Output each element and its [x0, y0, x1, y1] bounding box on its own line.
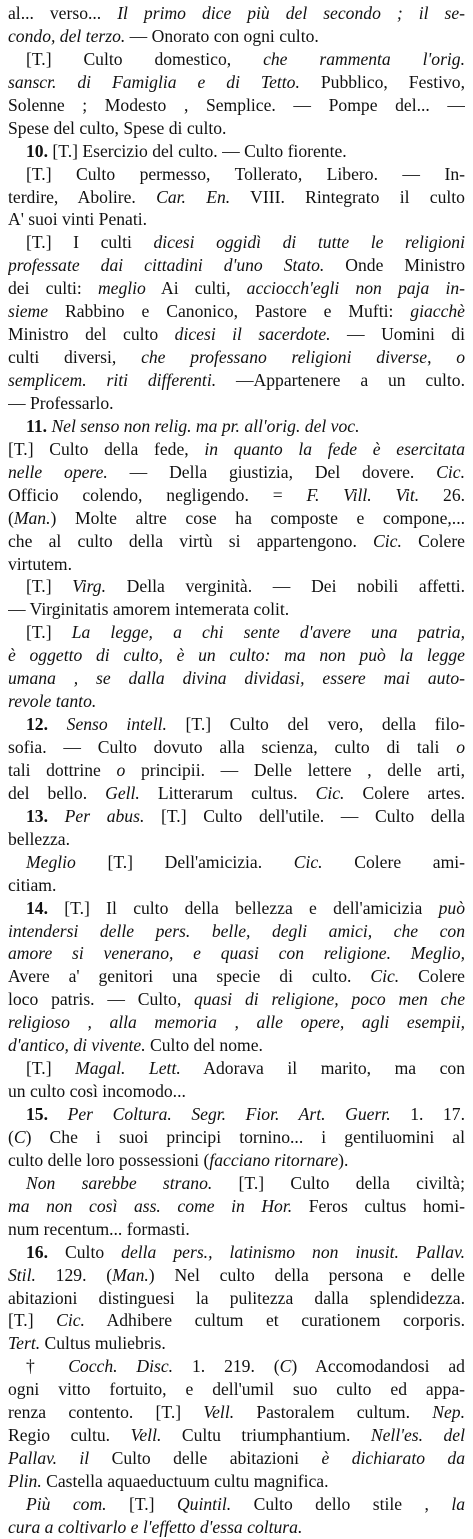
text-segment: principii. — Delle lettere , delle arti,	[125, 759, 465, 780]
text-segment: del bello.	[8, 782, 106, 803]
text-line	[8, 644, 465, 667]
text-segment: Magal. Lett.	[75, 1058, 181, 1079]
text-segment: o	[456, 737, 465, 757]
text-line	[8, 598, 465, 621]
text-segment: ) Accomodandosi ad	[291, 1356, 465, 1377]
sense-number: 12.	[26, 714, 48, 735]
text-segment: che rammenta l'orig.	[263, 48, 465, 69]
text-segment: la	[451, 1493, 465, 1514]
text-segment: [T.] Culto domestico,	[26, 48, 264, 69]
text-segment: revole tanto.	[8, 691, 97, 712]
text-segment: abitazioni distinguesi la pulitezza dalla splendidezza.	[8, 1287, 465, 1308]
sense-number: 14.	[26, 897, 48, 918]
text-segment: Solenne ; Modesto , Semplice. — Pompe del... —	[8, 94, 465, 115]
text-segment: Culto dello stile ,	[231, 1493, 452, 1514]
text-segment: Senso intell.	[66, 714, 167, 735]
text-line	[8, 988, 465, 1011]
text-segment: meglio	[97, 278, 146, 299]
text-segment: che professano religioni diverse	[141, 347, 428, 368]
text-line	[8, 759, 465, 782]
text-segment: A' suoi vinti Penati.	[8, 209, 148, 230]
text-line	[8, 1447, 465, 1470]
text-segment: Cocch. Disc.	[68, 1356, 174, 1377]
text-segment: Cultus muliebris.	[40, 1333, 166, 1354]
text-segment: dicesi oggidì di tutte le religioni	[153, 232, 465, 253]
text-segment: intendersi delle pers. belle, degli amici, che con	[8, 920, 465, 941]
text-line	[8, 942, 465, 965]
text-segment: Vell.	[203, 1402, 235, 1423]
text-segment: Nep.	[432, 1402, 465, 1423]
text-line	[8, 621, 465, 644]
sense-number: 11.	[26, 415, 48, 436]
text-segment: — Della giustizia, Del dovere.	[107, 461, 437, 482]
text-segment: num recentum... formasti.	[8, 1218, 190, 1239]
text-segment: [T.] Il culto della bellezza e dell'amicizia	[48, 897, 439, 918]
text-line	[8, 323, 465, 346]
text-segment: — Onorato con ogni culto.	[125, 25, 319, 46]
text-line	[8, 805, 465, 828]
text-segment: Nel senso non relig. ma pr. all'orig. del voc.	[51, 415, 360, 436]
text-segment: — Professarlo.	[8, 392, 114, 413]
text-segment: Nell'es. del	[370, 1425, 465, 1446]
text-line	[8, 507, 465, 530]
text-line	[8, 300, 465, 323]
text-segment: [T.] Culto dell'utile. — Culto della	[144, 805, 465, 826]
sense-number: 15.	[26, 1104, 48, 1124]
text-segment: [T.]	[106, 1493, 177, 1514]
text-line	[8, 736, 465, 759]
text-segment: Culto del nome.	[145, 1035, 263, 1056]
text-line	[8, 1493, 465, 1516]
text-line	[8, 667, 465, 690]
text-segment: umana , se dalla divina dividasi, essere mai auto-	[8, 668, 465, 689]
text-segment: [T.] Culto della fede,	[8, 438, 205, 459]
text-line	[8, 897, 465, 920]
text-segment: professate dai cittadini d'uno Stato.	[8, 255, 325, 276]
text-segment: ogni vitto fortuito, e dell'umil suo culto ed appa-	[8, 1379, 465, 1400]
text-line	[8, 1287, 465, 1310]
text-segment: Cic.	[436, 461, 465, 482]
text-segment: Colere ami-	[322, 851, 465, 872]
text-line	[8, 553, 465, 576]
text-line	[8, 1172, 465, 1195]
text-line	[8, 117, 465, 140]
text-segment: Man.	[13, 507, 51, 528]
text-segment: loco patris. — Culto,	[8, 989, 195, 1010]
text-line	[8, 1149, 465, 1172]
text-segment: Cic.	[370, 966, 400, 987]
text-line	[8, 484, 465, 507]
text-segment: in quanto la fede è esercitata	[204, 438, 465, 459]
text-segment: ) Che i suoi principi tornino... i gentiluomini al	[25, 1126, 465, 1147]
text-segment: C	[279, 1356, 292, 1377]
text-line	[8, 1034, 465, 1057]
text-segment: Gell.	[105, 782, 140, 803]
text-segment: giacchè	[410, 301, 465, 322]
text-segment: terdire, Abolire.	[8, 186, 157, 207]
text-segment: Culto delle abitazioni	[89, 1448, 322, 1469]
text-line	[8, 965, 465, 988]
text-segment: Adhibere cultum et curationem corporis.	[84, 1310, 465, 1331]
text-line	[8, 346, 465, 369]
text-segment: 26.	[419, 484, 465, 505]
text-segment: condo, del terzo.	[8, 25, 126, 46]
text-segment: [T.]	[26, 622, 72, 643]
text-segment: [T.] Culto permesso, Tollerato, Libero. — In-	[26, 163, 465, 184]
text-segment: — Uomini di	[330, 324, 465, 345]
text-segment: citiam.	[8, 874, 57, 895]
text-line	[8, 1241, 465, 1264]
text-segment: Cic.	[373, 530, 402, 551]
text-line	[8, 94, 465, 117]
text-segment: Non sarebbe strano.	[26, 1172, 213, 1193]
text-segment: Meglio	[26, 851, 76, 872]
text-segment: o	[116, 759, 126, 780]
text-segment: Avere a' genitori una specie di culto.	[8, 966, 371, 987]
text-segment: [T.] Dell'amicizia.	[75, 851, 294, 872]
text-segment: 129. (	[35, 1264, 113, 1285]
text-segment: (	[8, 507, 14, 528]
text-line	[8, 1264, 465, 1287]
text-segment: dei culti:	[8, 278, 98, 299]
text-segment: è oggetto di culto, è un culto: ma non può la legge	[8, 645, 465, 666]
text-segment: Onde Ministro	[324, 255, 465, 276]
text-segment: — Virginitatis amorem intemerata colit.	[8, 599, 290, 620]
text-segment: [T.] Culto della civiltà;	[212, 1172, 465, 1193]
text-segment: La legge, a chi sente d'avere una patria,	[71, 622, 465, 643]
text-segment: Vell.	[130, 1425, 162, 1446]
text-segment: ).	[338, 1149, 349, 1170]
text-line	[8, 1470, 465, 1493]
text-segment	[48, 806, 65, 826]
text-segment: Pubblico, Festivo,	[299, 71, 465, 92]
text-segment: ma non così ass. come in Hor.	[8, 1195, 293, 1216]
text-segment: amore si venerano, e quasi con religione. Meglio,	[8, 943, 465, 964]
text-segment: F. Vill. Vit.	[306, 484, 420, 505]
text-line	[8, 1103, 465, 1126]
text-segment: è dichiarato da	[321, 1448, 465, 1469]
text-line	[8, 828, 465, 851]
sense-number: 10.	[26, 140, 48, 161]
text-segment: VIII. Rintegrato il culto	[230, 186, 465, 207]
text-segment: Cic.	[56, 1310, 85, 1331]
text-segment: Spese del culto, Spese di culto.	[8, 117, 227, 138]
text-line	[8, 1126, 465, 1149]
text-segment: [T.] Esercizio del culto. — Culto fiorente.	[48, 140, 347, 161]
text-segment: Per Coltura. Segr. Fior. Art. Guerr.	[67, 1104, 391, 1124]
text-line	[8, 1401, 465, 1424]
text-segment: Regio cultu.	[8, 1425, 131, 1446]
text-segment	[48, 1104, 68, 1124]
text-segment: —Appartenere a un culto.	[216, 370, 465, 390]
text-segment: C	[13, 1126, 26, 1147]
text-line	[8, 254, 465, 277]
text-line	[8, 71, 465, 94]
text-segment: Colere artes.	[344, 782, 465, 803]
text-segment: Pallav. il	[8, 1448, 90, 1469]
text-segment: Plin.	[8, 1471, 42, 1491]
text-segment: Più com.	[26, 1493, 107, 1514]
text-segment: un culto così incomodo...	[8, 1081, 186, 1102]
text-segment: bellezza.	[8, 828, 71, 849]
text-segment: Quintil.	[176, 1493, 232, 1514]
text-segment: Per abus.	[64, 805, 145, 826]
text-line	[8, 1516, 465, 1539]
text-line	[8, 1195, 465, 1218]
text-segment: religioso , alla memoria , alle opere, agli esempii,	[8, 1012, 465, 1033]
text-segment: Car. En.	[156, 186, 231, 207]
text-line	[8, 874, 465, 897]
text-line	[8, 25, 465, 48]
text-segment: culto delle loro possessioni (	[8, 1149, 210, 1170]
text-line	[8, 277, 465, 300]
text-line	[8, 438, 465, 461]
text-segment: semplicem. riti differenti.	[8, 370, 217, 390]
text-segment: dicesi il sacerdote.	[174, 324, 331, 345]
text-line	[8, 782, 465, 805]
text-line	[8, 1011, 465, 1034]
text-line	[8, 208, 465, 231]
text-line	[8, 1218, 465, 1241]
text-segment: [T.]	[8, 1310, 57, 1331]
text-segment: Man.	[112, 1264, 149, 1285]
text-line	[8, 415, 465, 438]
text-segment: [T.]	[26, 576, 73, 597]
sense-number: 13.	[26, 805, 48, 826]
text-segment: d'antico, di vivente.	[8, 1035, 146, 1056]
text-segment: virtutem.	[8, 553, 73, 574]
text-line	[8, 1378, 465, 1401]
text-segment: sieme	[8, 301, 49, 322]
text-segment: facciano ritornare	[209, 1149, 339, 1170]
text-line	[8, 231, 465, 254]
text-segment: Colere	[401, 530, 465, 551]
text-line	[8, 369, 465, 392]
text-segment: Il primo dice più del secondo ; il se-	[117, 3, 465, 23]
text-line	[8, 690, 465, 713]
text-line	[8, 140, 465, 163]
text-line	[8, 1080, 465, 1103]
text-line	[8, 2, 465, 25]
text-segment: Virg.	[72, 576, 106, 597]
text-segment: Feros cultus homi-	[292, 1195, 465, 1216]
text-line	[8, 461, 465, 484]
text-segment: al... verso...	[8, 3, 118, 23]
text-segment: Tert.	[8, 1333, 41, 1354]
text-segment: o	[456, 347, 465, 368]
text-segment: Cic.	[293, 851, 323, 872]
text-segment: Culto	[48, 1241, 122, 1262]
text-line	[8, 1332, 465, 1355]
text-segment: [T.]	[26, 1058, 76, 1079]
text-line	[8, 1355, 465, 1378]
text-segment: quasi di religione, poco men che	[194, 989, 465, 1010]
text-segment: Colere	[399, 966, 465, 987]
text-segment: (	[8, 1126, 14, 1147]
text-segment: ) Molte altre cose ha composte e compone,...	[50, 507, 465, 528]
text-segment: cura a coltivarlo e l'effetto d'essa coltura.	[8, 1516, 303, 1537]
text-segment: della pers., latinismo non inusit. Pallav.	[121, 1241, 465, 1262]
text-line	[8, 530, 465, 553]
text-line	[8, 920, 465, 943]
text-segment: 1. 17.	[390, 1104, 465, 1124]
text-segment: Ai culti,	[145, 278, 247, 299]
text-segment: Adorava il marito, ma con	[180, 1058, 465, 1079]
text-segment: ) Nel culto della persona e delle	[148, 1264, 465, 1285]
text-segment: Officio colendo, negligendo. =	[8, 484, 307, 505]
text-line	[8, 163, 465, 186]
text-segment: Stil.	[8, 1264, 36, 1285]
text-segment: Castella aquaeductuum cultu magnifica.	[41, 1471, 329, 1491]
sense-number: 16.	[26, 1241, 48, 1262]
text-segment: nelle opere.	[8, 461, 108, 482]
text-segment: Della verginità. — Dei nobili affetti.	[105, 576, 465, 597]
text-segment: sanscr. di Famiglia e di Tetto.	[8, 71, 300, 92]
text-segment: [T.] I culti	[26, 232, 154, 253]
text-segment: Litterarum cultus.	[139, 782, 316, 803]
text-segment	[48, 714, 67, 734]
text-line	[8, 713, 465, 736]
text-segment: acciocch'egli non paja in-	[246, 278, 465, 299]
text-segment: può	[438, 897, 465, 918]
text-segment: renza contento. [T.]	[8, 1402, 204, 1423]
text-segment: Ministro del culto	[8, 324, 175, 345]
text-segment: Pastoralem cultum.	[234, 1402, 433, 1423]
text-segment: Rabbino e Canonico, Pastore e Mufti:	[48, 301, 411, 322]
text-segment: †	[26, 1356, 69, 1377]
text-segment: [T.] Culto del vero, della filo-	[166, 714, 465, 735]
text-line	[8, 1424, 465, 1447]
text-segment: sofia. — Culto dovuto alla scienza, culto di tali	[8, 737, 457, 757]
text-segment: tali dottrine	[8, 759, 117, 780]
text-segment: ,	[427, 347, 457, 368]
text-line	[8, 186, 465, 209]
text-line	[8, 48, 465, 71]
text-segment: Cultu triumphantium.	[161, 1425, 371, 1446]
text-line	[8, 392, 465, 415]
text-line	[8, 851, 465, 874]
entry-text-body	[8, 2, 465, 1539]
text-segment: Cic.	[315, 782, 345, 803]
text-segment: 1. 219. (	[173, 1356, 280, 1377]
text-segment: culti diversi,	[8, 347, 142, 368]
text-segment: che al culto della virtù si appartengono.	[8, 530, 374, 551]
text-line	[8, 1057, 465, 1080]
text-line	[8, 575, 465, 598]
text-line	[8, 1309, 465, 1332]
